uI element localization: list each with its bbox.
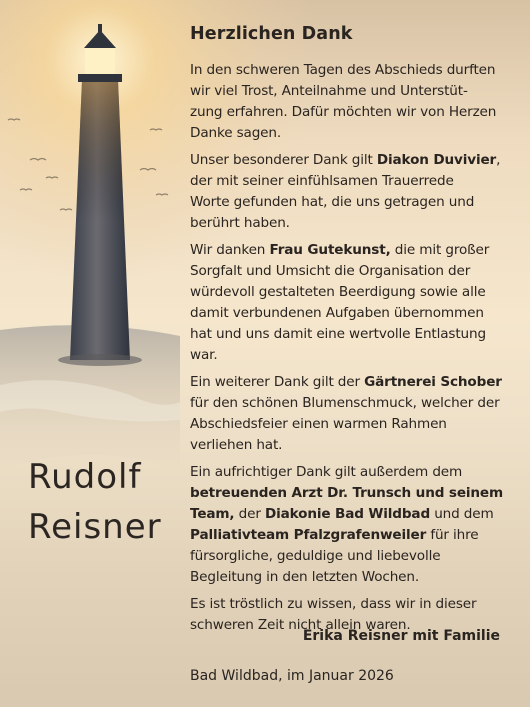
bold-name: betreuenden Arzt Dr. Trunsch und seinem — [190, 485, 504, 501]
text-line: der mit seiner einfühlsamen Trauerrede — [190, 173, 454, 189]
paragraph-deacon — [190, 150, 510, 234]
page-title: Herzlichen Dank — [190, 24, 353, 44]
paragraph-funeral — [190, 240, 510, 366]
bold-name: Diakonie Bad Wildbad — [264, 506, 431, 522]
text-line: Begleitung in den letzten Wochen. — [190, 569, 420, 585]
text-line: für den schönen Blumenschmuck, welcher der — [190, 395, 500, 411]
text-line: schweren Zeit nicht allein waren. — [190, 617, 411, 633]
text-line: Danke sagen. — [190, 125, 282, 141]
signature: Erika Reisner mit Familie — [302, 628, 500, 644]
bold-name: Gärtnerei Schober — [364, 374, 502, 390]
text-line: würdevoll gestalteten Beerdigung sowie alle — [190, 284, 486, 300]
text-line — [190, 372, 510, 393]
text-line: Abschiedsfeier einen warmen Rahmen — [190, 416, 447, 432]
text-line — [190, 504, 510, 525]
last-name: Reisner — [28, 507, 162, 547]
text-line: wir viel Trost, Anteilnahme und Unterstüt- — [190, 83, 468, 99]
first-name: Rudolf — [28, 457, 142, 497]
text-line: Worte gefunden hat, die uns getragen und — [190, 194, 475, 210]
paragraph-florist — [190, 372, 510, 456]
text-line: damit verbundenen Aufgaben übernommen — [190, 305, 484, 321]
text-span: die mit großer — [390, 242, 490, 258]
text-line — [190, 483, 510, 504]
text-span: für ihre — [426, 527, 479, 543]
text-line: fürsorgliche, geduldige und liebevolle — [190, 548, 441, 564]
place-date: Bad Wildbad, im Januar 2026 — [190, 668, 394, 684]
text-line: Es ist tröstlich zu wissen, dass wir in dieser — [190, 596, 477, 612]
text-span: Wir danken — [190, 242, 270, 258]
paragraph-intro — [190, 60, 510, 144]
paragraph-care — [190, 462, 510, 588]
text-line: Sorgfalt und Umsicht die Organisation der — [190, 263, 471, 279]
text-span: und dem — [430, 506, 494, 522]
bold-name: Frau Gutekunst, — [269, 242, 391, 258]
text-span: Ein weiterer Dank gilt der — [190, 374, 365, 390]
text-line: verliehen hat. — [190, 437, 283, 453]
text-line: zung erfahren. Dafür möchten wir von Herzen — [190, 104, 497, 120]
text-line: In den schweren Tagen des Abschieds durften — [190, 62, 496, 78]
text-line: Ein aufrichtiger Dank gilt außerdem dem — [190, 464, 463, 480]
text-line — [190, 525, 510, 546]
text-span: der — [234, 506, 265, 522]
text-line: war. — [190, 347, 218, 363]
text-span: Unser besonderer Dank gilt — [190, 152, 377, 168]
text-line — [190, 150, 510, 171]
text-span: , — [496, 152, 501, 168]
thanks-text — [190, 60, 510, 642]
text-line: berührt haben. — [190, 215, 290, 231]
bold-name: Team, — [190, 506, 235, 522]
text-line: hat und uns damit eine wertvolle Entlastung — [190, 326, 486, 342]
text-line — [190, 240, 510, 261]
bold-name: Palliativteam Pfalzgrafenweiler — [190, 527, 427, 543]
bold-name: Diakon Duvivier — [376, 152, 497, 168]
deceased-name — [28, 452, 162, 552]
